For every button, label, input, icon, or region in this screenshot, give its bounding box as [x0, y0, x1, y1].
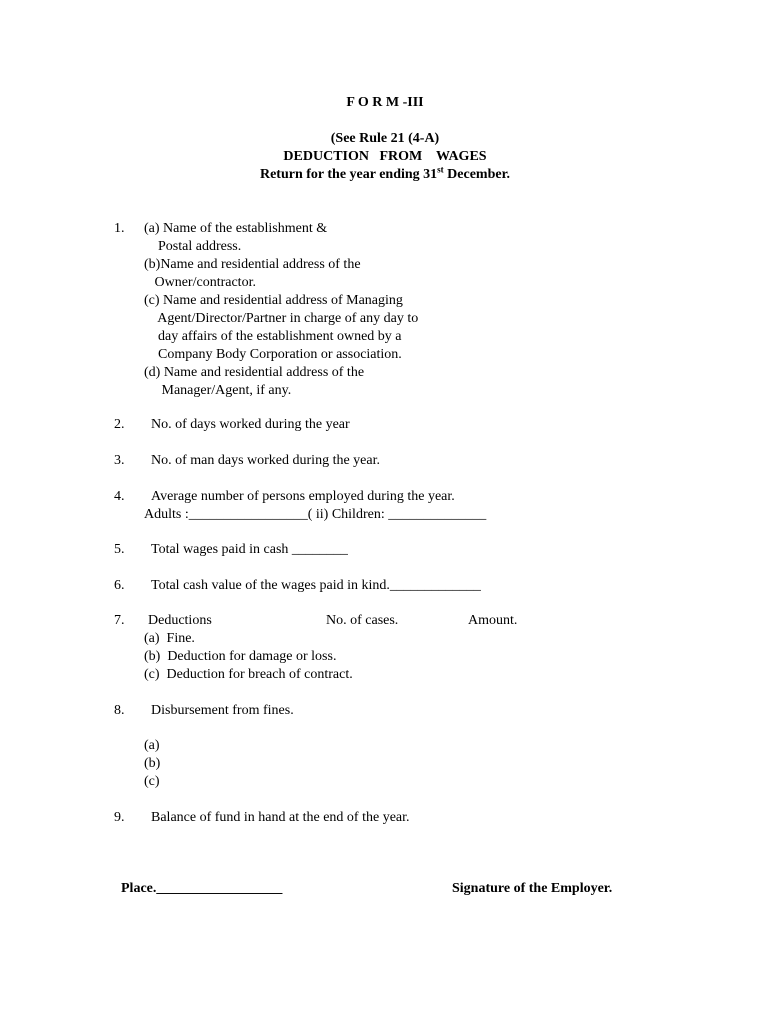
item-8-sub-b: (b) — [144, 756, 161, 771]
item-3-text: No. of man days worked during the year. — [151, 453, 380, 468]
item-8-sub-c: (c) — [144, 774, 160, 789]
item-6-text: Total cash value of the wages paid in kind._____________ — [151, 578, 481, 593]
item-1-line-c2: Agent/Director/Partner in charge of any day to — [144, 311, 419, 326]
employer-signature-label: Signature of the Employer. — [452, 881, 613, 896]
item-9-text: Balance of fund in hand at the end of the year. — [151, 810, 410, 825]
return-suffix: December. — [443, 167, 511, 182]
item-5-number: 5. — [114, 542, 125, 557]
item-7-col-amount: Amount. — [468, 613, 518, 628]
item-8-text: Disbursement from fines. — [151, 703, 294, 718]
item-1-line-a2: Postal address. — [144, 239, 242, 254]
form-title: F O R M -III — [346, 95, 424, 110]
item-7-sub-b: (b) Deduction for damage or loss. — [144, 649, 337, 664]
item-1-line-d: (d) Name and residential address of the — [144, 365, 365, 380]
item-4-subline: Adults :_________________( ii) Children: ______________ — [144, 507, 487, 522]
item-7-number: 7. — [114, 613, 125, 628]
item-1-line-b2: Owner/contractor. — [144, 275, 256, 290]
rule-reference: (See Rule 21 (4-A) — [330, 131, 440, 146]
item-9-number: 9. — [114, 810, 125, 825]
item-2-number: 2. — [114, 417, 125, 432]
item-7-sub-c: (c) Deduction for breach of contract. — [144, 667, 353, 682]
item-7-sub-a: (a) Fine. — [144, 631, 195, 646]
item-1-line-a: (a) Name of the establishment & — [144, 221, 328, 236]
item-4-number: 4. — [114, 489, 125, 504]
item-5-text: Total wages paid in cash ________ — [151, 542, 348, 557]
item-1-line-d2: Manager/Agent, if any. — [144, 383, 292, 398]
return-line — [0, 166, 770, 184]
item-1-line-c: (c) Name and residential address of Managing — [144, 293, 403, 308]
form-subject: DEDUCTION FROM WAGES — [283, 149, 487, 164]
item-3-number: 3. — [114, 453, 125, 468]
place-field: Place.__________________ — [121, 881, 283, 896]
item-8-sub-a: (a) — [144, 738, 160, 753]
item-7-col-deductions: Deductions — [148, 613, 212, 628]
item-1-line-b: (b)Name and residential address of the — [144, 257, 361, 272]
item-1-line-c3: day affairs of the establishment owned by a — [144, 329, 402, 344]
item-7-col-cases: No. of cases. — [326, 613, 399, 628]
item-8-number: 8. — [114, 703, 125, 718]
item-1-number: 1. — [114, 221, 125, 236]
item-6-number: 6. — [114, 578, 125, 593]
item-1-line-c4: Company Body Corporation or association. — [144, 347, 402, 362]
return-sup: st — [437, 164, 444, 175]
item-4-text: Average number of persons employed during the year. — [151, 489, 455, 504]
return-prefix: Return for the year ending 31 — [259, 167, 438, 182]
item-2-text: No. of days worked during the year — [151, 417, 350, 432]
